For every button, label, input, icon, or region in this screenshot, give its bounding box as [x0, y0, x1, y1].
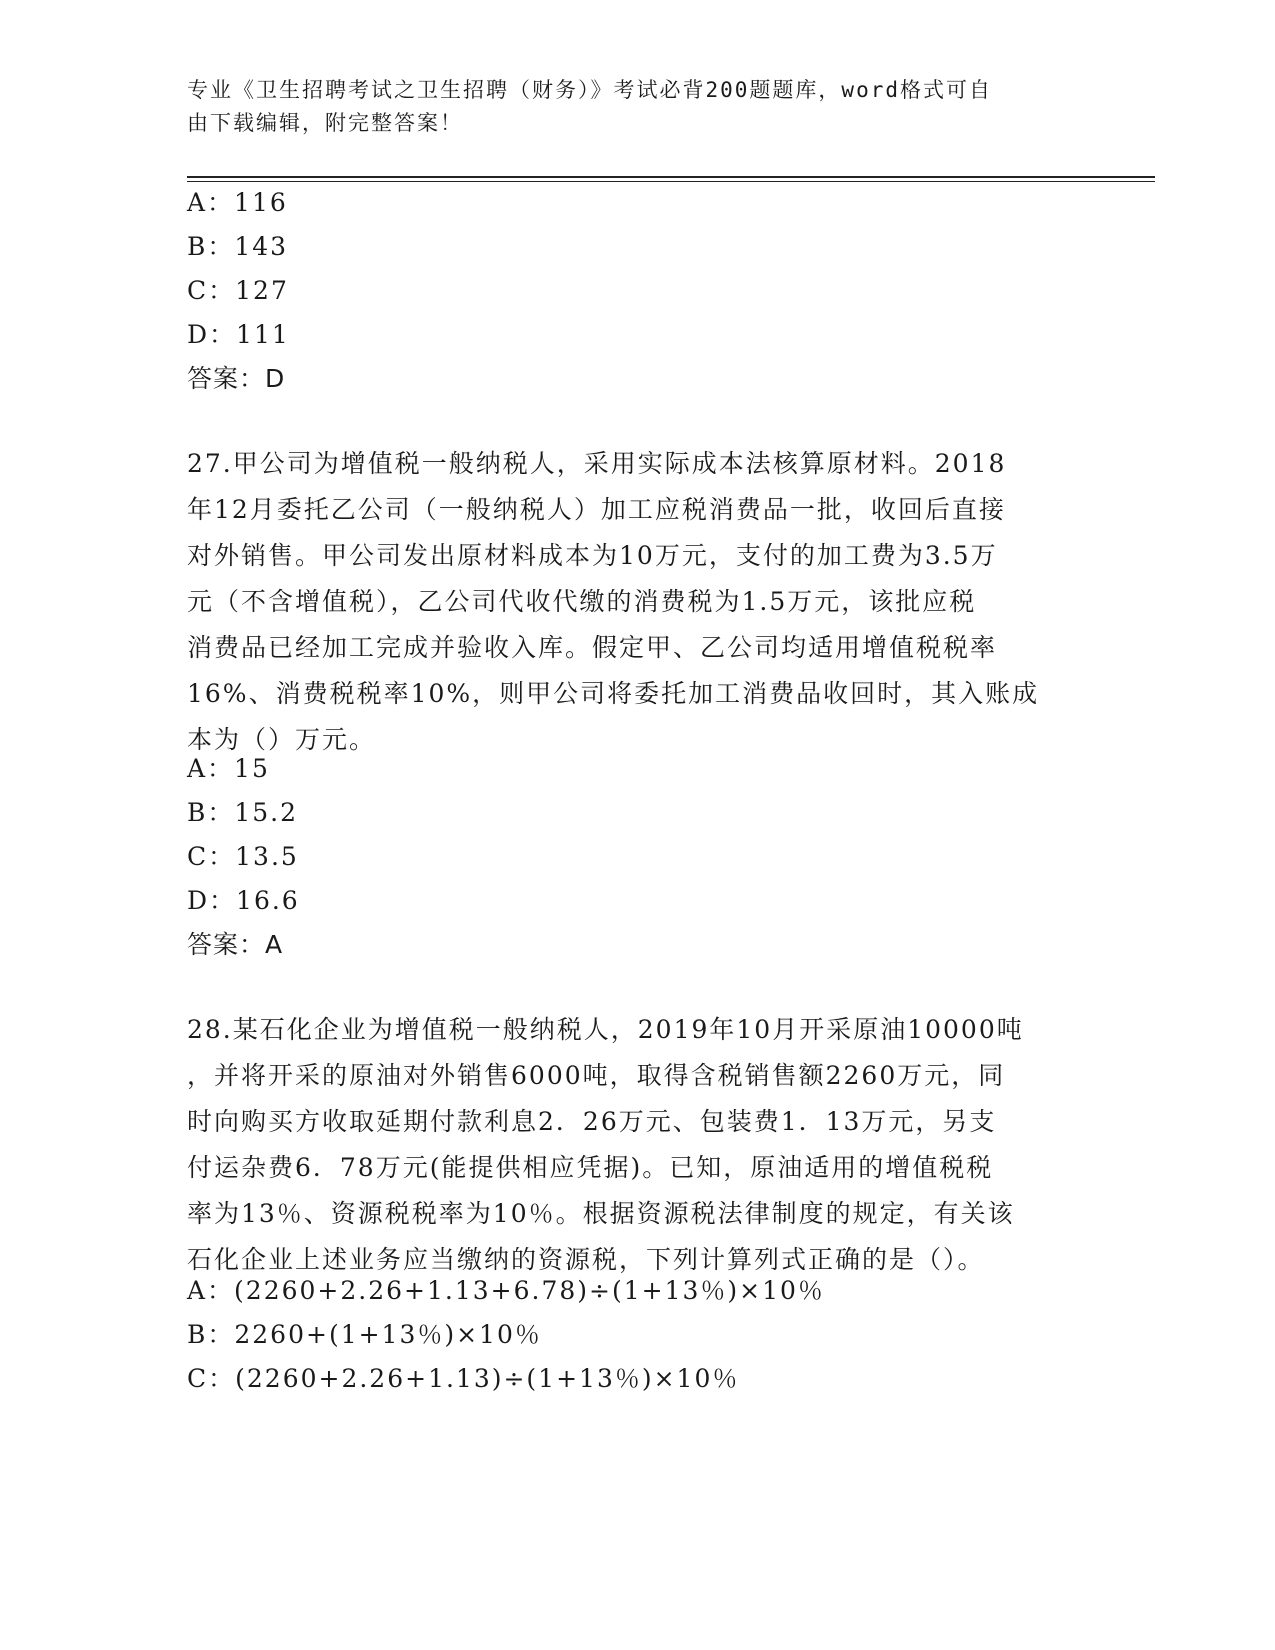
q28-option-c: C：(2260+2.26+1.13)÷(1+13％)×10％ — [187, 1364, 740, 1393]
q27-option-c: C：13.5 — [187, 842, 299, 871]
q28-option-a: A：(2260+2.26+1.13+6.78)÷(1+13％)×10％ — [187, 1276, 825, 1305]
q27-stem — [187, 441, 1087, 763]
header-divider-thin — [187, 181, 1155, 182]
q27-stem-line: 对外销售。甲公司发出原材料成本为10万元，支付的加工费为3.5万 — [187, 541, 998, 570]
q27-stem-line: 年12月委托乙公司（一般纳税人）加工应税消费品一批，收回后直接 — [187, 495, 1006, 524]
q26-option-d: D：111 — [187, 320, 290, 349]
q27-stem-line: 元（不含增值税），乙公司代收代缴的消费税为1.5万元，该批应税 — [187, 587, 977, 616]
q28-stem-line: 28.某石化企业为增值税一般纳税人，2019年10月开采原油10000吨 — [187, 1015, 1024, 1044]
q26-answer: 答案：D — [187, 364, 286, 393]
q27-stem-line: 16%、消费税税率10%，则甲公司将委托加工消费品收回时，其入账成 — [187, 679, 1040, 708]
q28-stem-line: 时向购买方收取延期付款利息2．26万元、包装费1．13万元，另支 — [187, 1107, 997, 1136]
q26-option-b: B：143 — [187, 232, 289, 261]
header-line-1: 专业《卫生招聘考试之卫生招聘（财务）》考试必背200题题库，word格式可自 — [187, 78, 992, 102]
q27-option-d: D：16.6 — [187, 886, 300, 915]
q28-stem-line: ，并将开采的原油对外销售6000吨，取得含税销售额2260万元，同 — [187, 1061, 1006, 1090]
q27-stem-line: 本为（）万元。 — [187, 725, 377, 754]
q28-stem — [187, 1007, 1087, 1283]
q26-option-c: C：127 — [187, 276, 289, 305]
header-line-2: 由下载编辑，附完整答案！ — [187, 111, 463, 135]
document-header — [187, 74, 1067, 140]
q27-stem-line: 消费品已经加工完成并验收入库。假定甲、乙公司均适用增值税税率 — [187, 633, 998, 662]
q27-stem-line: 27.甲公司为增值税一般纳税人，采用实际成本法核算原材料。2018 — [187, 449, 1007, 478]
q26-option-a: A：116 — [187, 188, 288, 217]
q28-stem-line: 率为13％、资源税税率为10％。根据资源税法律制度的规定，有关该 — [187, 1199, 1015, 1228]
q28-stem-line: 付运杂费6．78万元(能提供相应凭据)。已知，原油适用的增值税税 — [187, 1153, 994, 1182]
header-divider-thick — [187, 176, 1155, 178]
q27-option-a: A：15 — [187, 754, 270, 783]
q28-option-b: B：2260+(1+13％)×10％ — [187, 1320, 542, 1349]
q28-stem-line: 石化企业上述业务应当缴纳的资源税，下列计算列式正确的是（）。 — [187, 1245, 985, 1274]
q27-option-b: B：15.2 — [187, 798, 299, 827]
q27-answer: 答案：A — [187, 930, 284, 959]
